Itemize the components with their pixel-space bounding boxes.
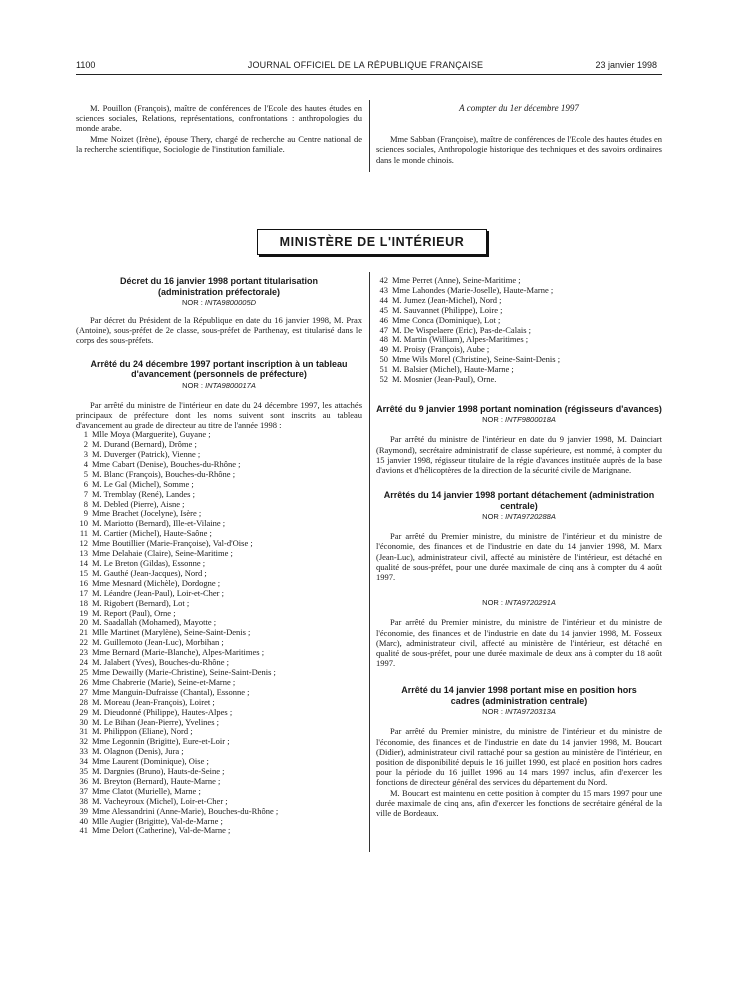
list-number: 26: [79, 676, 88, 687]
list-number: 17: [79, 587, 88, 598]
arrete-text: M. Boucart est maintenu en cette position à compter du 15 mars 1997 pour une durée maximale de cinq ans, afin d'exercer les fonctions de secrétaire général de la ville de Bordeaux.: [376, 787, 662, 818]
nor-code: INTF9800018A: [505, 415, 556, 425]
list-number: 50: [379, 354, 388, 365]
list-number: 11: [79, 528, 88, 539]
nor-reference: NOR : INTA9800005D: [181, 298, 257, 307]
list-number: 16: [79, 577, 88, 588]
header-rule: [76, 74, 662, 75]
list-number: 15: [79, 567, 88, 578]
right-column: [376, 276, 662, 818]
list-number: 41: [79, 825, 88, 836]
running-header: [0, 60, 731, 72]
list-text: Mme Wils Morel (Christine), Seine-Saint-Denis ;: [392, 354, 561, 365]
list-text: Mme Dewailly (Marie-Christine), Seine-Saint-Denis ;: [92, 666, 276, 677]
arrete-title: Arrêté du 9 janvier 1998 portant nomination (régisseurs d'avances): [376, 403, 662, 414]
list-text: Mme Alessandrini (Anne-Marie), Bouches-du-Rhône ;: [92, 805, 279, 816]
list-text: M. Balsier (Michel), Haute-Marne ;: [392, 364, 514, 375]
list-text: M. Dieudonné (Philippe), Hautes-Alpes ;: [92, 706, 233, 717]
list-text: M. Sauvannet (Philippe), Loire ;: [392, 304, 503, 315]
list-number: 51: [379, 364, 388, 375]
nor-reference: NOR : INTA9720291A: [482, 598, 556, 608]
list-text: M. Cartier (Michel), Haute-Saône ;: [92, 528, 212, 539]
list-text: M. Proisy (François), Aube ;: [392, 344, 490, 355]
list-text: Mme Brachet (Jocelyne), Isère ;: [92, 508, 202, 519]
list-number: 19: [79, 607, 88, 618]
arrete-text: Par arrêté du Premier ministre, du ministre de l'intérieur et du ministre de l'économie, des finances et de l'industrie en date du 14 janvier 1998, M. Fosseux (Marc), administrateur civil, affecté au ministère de l'intérieur, est détaché en qualité de sous-préfet, pour une durée maximale de deux ans à compter du 18 août 1997.: [376, 617, 662, 669]
list-text: Mme Laurent (Dominique), Oise ;: [92, 756, 209, 767]
list-number: 9: [83, 508, 88, 519]
list-number: 38: [79, 795, 88, 806]
paragraph: Mme Noizet (Irène), épouse Thery, chargé de recherche au Centre national de la recherche scientifique, Sociologie de l'institution familiale.: [76, 133, 362, 154]
list-text: M. Saadallah (Mohamed), Mayotte ;: [92, 617, 217, 628]
list-text: M. Breyton (Bernard), Haute-Marne ;: [92, 775, 221, 786]
list-text: M. Guillemoto (Jean-Luc), Morbihan ;: [92, 637, 224, 648]
promotion-list-continued: [376, 276, 662, 385]
decree-text: Par décret du Président de la République en date du 16 janvier 1998, M. Prax (Antoine), sous-préfet de 2e classe, sous-préfet de Parthenay, est titularisé dans le corps des sous-préfets.: [76, 315, 362, 346]
nor-reference: NOR : INTF9800018A: [482, 415, 556, 425]
list-number: 34: [79, 756, 88, 767]
list-text: Mme Lahondes (Marie-Joselle), Haute-Marne ;: [392, 284, 554, 295]
list-number: 44: [379, 294, 388, 305]
list-text: M. Le Breton (Gildas), Essonne ;: [92, 558, 206, 568]
nor-code: INTA9720288A: [505, 512, 556, 522]
list-number: 1: [83, 429, 88, 440]
list-number: 49: [379, 344, 388, 355]
list-number: 8: [83, 498, 88, 509]
list-number: 35: [79, 766, 88, 777]
list-number: 22: [79, 637, 88, 648]
list-number: 10: [79, 518, 88, 529]
arrete-text: Par arrêté du ministre de l'intérieur en date du 9 janvier 1998, M. Dainciart (Raymond), secrétaire administratif de classe supérieure, est nommé, à compter du 15 janvier 1998, régisseur titulaire de la régie d'avances instituée auprès de la base d'avions et d'hélicoptères de la direction de la sécurité civile de Marignane.: [376, 434, 662, 476]
list-number: 24: [79, 657, 88, 668]
list-number: 39: [79, 805, 88, 816]
list-text: Mlle Moya (Marguerite), Guyane ;: [92, 429, 211, 440]
list-text: M. Tremblay (René), Landes ;: [92, 488, 195, 499]
list-number: 7: [83, 488, 88, 499]
list-number: 18: [79, 597, 88, 608]
list-text: M. Martin (William), Alpes-Maritimes ;: [392, 334, 529, 345]
journal-title: JOURNAL OFFICIEL DE LA RÉPUBLIQUE FRANÇAISE: [247, 60, 484, 70]
list-text: M. Olagnon (Denis), Jura ;: [92, 746, 184, 757]
list-number: 20: [79, 617, 88, 628]
column-divider: [369, 100, 370, 172]
list-number: 31: [79, 726, 88, 737]
promotion-list: [76, 430, 362, 836]
list-number: 6: [83, 478, 88, 489]
issue-date: 23 janvier 1998: [595, 60, 657, 70]
nor-code: INTA9800005D: [204, 298, 257, 307]
arrete-title: Arrêtés du 14 janvier 1998 portant détachement (administration centrale): [383, 490, 655, 511]
list-text: Mme Chabrerie (Marie), Seine-et-Marne ;: [92, 676, 236, 687]
list-text: M. Philippon (Eliane), Nord ;: [92, 726, 193, 737]
list-number: 37: [79, 785, 88, 796]
list-number: 28: [79, 696, 88, 707]
list-text: M. Léandre (Jean-Paul), Loir-et-Cher ;: [92, 587, 224, 598]
arrete-title: Arrêté du 14 janvier 1998 portant mise en position hors cadres (administration centrale): [401, 685, 637, 706]
list-text: M. Mariotto (Bernard), Ille-et-Vilaine ;: [92, 518, 226, 529]
list-text: Mme Cabart (Denise), Bouches-du-Rhône ;: [92, 458, 241, 469]
list-number: 25: [79, 666, 88, 677]
column-divider: [369, 272, 370, 852]
top-left-text: [76, 103, 362, 154]
list-number: 21: [79, 627, 88, 638]
subheading: A compter du 1er décembre 1997: [459, 103, 579, 113]
list-text: Mme Bernard (Marie-Blanche), Alpes-Maritimes ;: [92, 647, 265, 658]
list-number: 2: [83, 439, 88, 450]
paragraph: M. Pouillon (François), maître de conférences de l'Ecole des hautes études en sciences sociales, Relations, représentations, confrontations : anthropologies du monde arabe.: [76, 103, 362, 134]
list-text: Mme Delahaie (Claire), Seine-Maritime ;: [92, 548, 233, 559]
list-number: 36: [79, 775, 88, 786]
list-number: 27: [79, 686, 88, 697]
nor-code: INTA9800017A: [205, 380, 256, 390]
nor-reference: NOR : INTA9720313A: [482, 707, 556, 717]
list-number: 30: [79, 716, 88, 727]
list-number: 47: [379, 324, 388, 335]
list-item: [376, 375, 662, 385]
list-text: M. Le Bihan (Jean-Pierre), Yvelines ;: [92, 716, 220, 727]
list-number: 45: [379, 304, 388, 315]
list-item: [76, 708, 362, 718]
list-text: Mme Legonnin (Brigitte), Eure-et-Loir ;: [92, 736, 230, 747]
list-number: 13: [79, 548, 88, 559]
list-number: 43: [379, 284, 388, 295]
list-number: 32: [79, 736, 88, 747]
list-text: Mme Manguin-Dufraisse (Chantal), Essonne ;: [92, 686, 250, 697]
arrete-text: Par arrêté du Premier ministre, du ministre de l'intérieur et du ministre de l'économie, des finances et de l'industrie en date du 14 janvier 1998, M. Boucart (Didier), administrateur civil rattaché pour sa gestion au ministère de l'intérieur, en position de disponibilité depuis le 16 juillet 1990, est placé en position hors cadres pour la période du 16 juillet 1996 au 14 mars 1997 inclus, afin d'exercer les fonctions de directeur général des services du département du Nord.: [376, 726, 662, 788]
list-item: [76, 826, 362, 836]
list-text: M. Rigobert (Bernard), Lot ;: [92, 597, 190, 608]
list-number: 42: [379, 275, 388, 285]
list-number: 5: [83, 468, 88, 479]
list-text: Mme Clatot (Murielle), Marne ;: [92, 785, 201, 796]
arrete-text: Par arrêté du Premier ministre, du ministre de l'intérieur et du ministre de l'économie, des finances et de l'industrie en date du 14 janvier 1998, M. Marx (Jean-Luc), administrateur civil, affecté au ministère de l'intérieur, est détaché en qualité de sous-préfet, pour une durée maximale de cinq ans à compter du 4 août 1997.: [376, 531, 662, 583]
list-number: 52: [379, 374, 388, 385]
list-text: M. Gauthé (Jean-Jacques), Nord ;: [92, 567, 207, 578]
nor-reference: NOR : INTA9720288A: [482, 512, 556, 522]
list-text: M. Jalabert (Yves), Bouches-du-Rhône ;: [92, 657, 230, 668]
list-text: M. Report (Paul), Orne ;: [92, 607, 176, 618]
nor-code: INTA9720291A: [505, 598, 556, 608]
list-text: M. Duverger (Patrick), Vienne ;: [92, 449, 201, 460]
list-text: M. Debled (Pierre), Aisne ;: [92, 498, 185, 509]
list-text: M. Blanc (François), Bouches-du-Rhône ;: [92, 468, 236, 479]
list-text: M. Le Gal (Michel), Somme ;: [92, 478, 194, 489]
list-text: M. Dargnies (Bruno), Hauts-de-Seine ;: [92, 766, 225, 777]
list-text: M. Jumez (Jean-Michel), Nord ;: [392, 294, 502, 305]
list-number: 3: [83, 449, 88, 460]
list-text: M. De Wispelaere (Eric), Pas-de-Calais ;: [392, 324, 531, 335]
list-number: 48: [379, 334, 388, 345]
nor-reference: NOR : INTA9800017A: [182, 380, 256, 390]
list-number: 23: [79, 647, 88, 658]
list-text: Mlle Augier (Brigitte), Val-de-Marne ;: [92, 815, 223, 826]
list-number: 14: [79, 558, 88, 568]
nor-code: INTA9720313A: [505, 707, 556, 717]
arrete-title: Arrêté du 24 décembre 1997 portant inscription à un tableau d'avancement (personnels de préfecture): [90, 358, 348, 380]
top-right-text: [376, 103, 662, 165]
list-number: 29: [79, 706, 88, 717]
list-text: Mlle Martinet (Marylène), Seine-Saint-Denis ;: [92, 627, 251, 638]
list-number: 46: [379, 314, 388, 325]
list-text: M. Mosnier (Jean-Paul), Orne.: [392, 374, 497, 385]
page-number: 1100: [76, 60, 96, 70]
paragraph: Mme Sabban (Françoise), maître de conférences de l'Ecole des hautes études en sciences sociales, Anthropologie historique des techniques et des savoirs ordinaires dans le monde chinois.: [376, 134, 662, 165]
list-number: 33: [79, 746, 88, 757]
list-text: Mme Perret (Anne), Seine-Maritime ;: [392, 275, 521, 285]
ministry-heading: MINISTÈRE DE L'INTÉRIEUR: [257, 229, 487, 255]
decree-title: Décret du 16 janvier 1998 portant titularisation (administration préfectorale): [119, 276, 319, 297]
arrete-text: Par arrêté du ministre de l'intérieur en date du 24 décembre 1997, les attachés principaux de préfecture dont les noms suivent sont inscrits au tableau d'avancement au grade de directeur au titre de l'année 1998 :: [76, 399, 362, 431]
list-text: M. Moreau (Jean-François), Loiret ;: [92, 696, 215, 707]
list-number: 4: [83, 458, 88, 469]
list-text: Mme Delort (Catherine), Val-de-Marne ;: [92, 825, 231, 836]
list-text: M. Durand (Bernard), Drôme ;: [92, 439, 197, 450]
list-text: Mme Mesnard (Michèle), Dordogne ;: [92, 577, 221, 588]
list-text: M. Vacheyroux (Michel), Loir-et-Cher ;: [92, 795, 228, 806]
left-column: [76, 276, 362, 836]
list-number: 12: [79, 538, 88, 549]
list-number: 40: [79, 815, 88, 826]
list-text: Mme Conca (Dominique), Lot ;: [392, 314, 501, 325]
list-text: Mme Boutillier (Marie-Françoise), Val-d'Oise ;: [92, 538, 253, 549]
